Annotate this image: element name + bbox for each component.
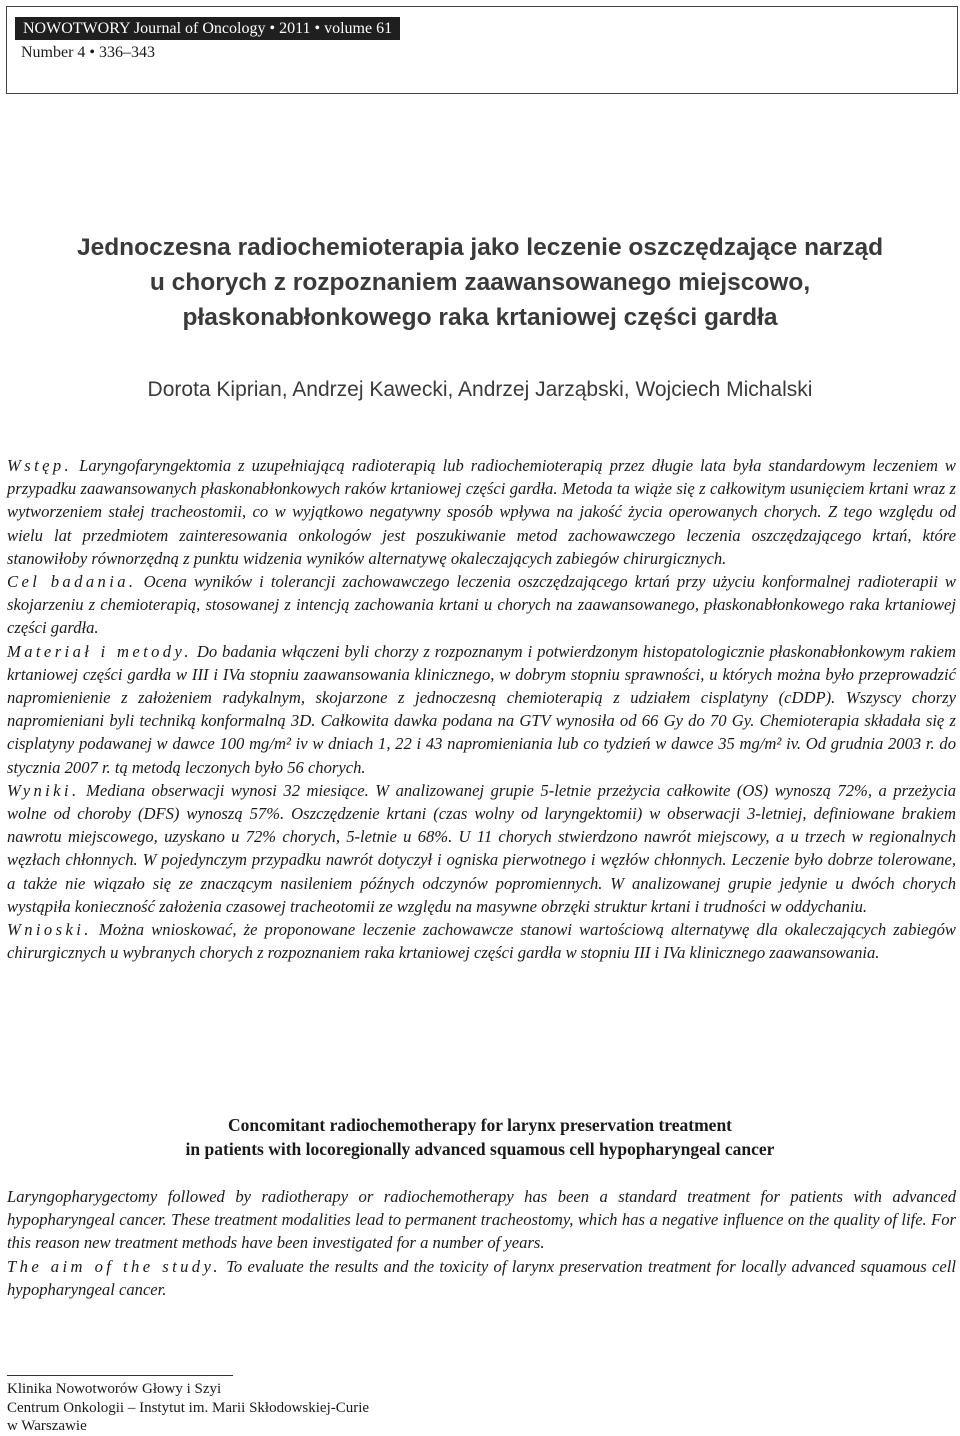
abstract-section	[7, 640, 956, 779]
section-text: Można wnioskować, że proponowane leczenie zachowawcze stanowi wartościową alternatywę dla okaleczających zabiegów chirurgicznych u wybranych chorych z rozpoznaniem raka krtaniowej części gardła w stopniu III i IVa klinicznego zaawansowania.	[7, 920, 956, 963]
section-text: To evaluate the results and the toxicity of larynx preservation treatment for locally advanced squamous cell hypopharyngeal cancer.	[7, 1256, 957, 1299]
abstract-section	[7, 1185, 956, 1255]
issue-line: Number 4 • 336–343	[21, 44, 156, 61]
section-heading: Wyniki.	[7, 780, 80, 800]
abstract-section	[7, 454, 956, 570]
section-text: Laryngopharygectomy followed by radiotherapy or radiochemotherapy has been a standard treatment for patients with advanced hypopharyngeal cancer. These treatment modalities lead to permanent tracheostomy, which has a negative influence on the quality of life. For this reason new treatment methods have been investigated for a number of years.	[7, 1187, 956, 1253]
polish-abstract	[7, 454, 956, 964]
section-heading: Materiał i metody.	[7, 641, 192, 661]
footnote-divider	[7, 1375, 233, 1376]
english-title-line: Concomitant radiochemotherapy for larynx preservation treatment	[227, 1115, 732, 1135]
journal-label: NOWOTWORY Journal of Oncology • 2011 • volume 61	[15, 17, 400, 40]
english-title	[0, 1113, 960, 1161]
affiliation-line: w Warszawie	[7, 1418, 87, 1434]
abstract-section	[7, 1255, 956, 1301]
english-abstract	[7, 1185, 956, 1301]
abstract-section	[7, 779, 956, 918]
abstract-section	[7, 918, 956, 964]
affiliation-line: Klinika Nowotworów Głowy i Szyi	[7, 1381, 222, 1397]
authors: Dorota Kiprian, Andrzej Kawecki, Andrzej Jarząbski, Wojciech Michalski	[147, 378, 813, 401]
section-text: Mediana obserwacji wynosi 32 miesiące. W analizowanej grupie 5-letnie przeżycia całkowite (OS) wynoszą 72%, a przeżycia wolne od choroby (DFS) wynoszą 57%. Oszczędzenie krtani (czas wolny od laryngektomii) w obserwacji 3-letniej, definiowane brakiem nawrotu miejscowego, uzyskano u 72% chorych, 5-letnie u 68%. U 11 chorych stwierdzono nawrót miejscowy, a u trzech w regionalnych węzłach chłonnych. W pojedynczym przypadku nawrót dotyczył i ogniska pierwotnego i węzłów chłonnych. Leczenie było dobrze tolerowane, a także nie wiązało się ze znaczącym nasileniem późnych odczynów popromiennych. W analizowanej grupie jedynie u dwóch chorych wystąpiła konieczność założenia czasowej tracheotomii ze względu na masywne obrzęki struktur krtani i trudności w oddychaniu.	[7, 780, 956, 916]
polish-title-line: u chorych z rozpoznaniem zaawansowanego miejscowo,	[149, 269, 811, 296]
english-title-line: in patients with locoregionally advanced squamous cell hypopharyngeal cancer	[185, 1139, 775, 1159]
polish-title	[40, 230, 920, 335]
section-text: Laryngofaryngektomia z uzupełniającą radioterapią lub radiochemioterapią przez długie lata była standardowym leczeniem w przypadku zaawansowanych płaskonabłonkowych raków krtaniowej części gardła. Metoda ta wiąże się z całkowitym usunięciem krtani wraz z wytworzeniem stałej tracheostomii, co w wyjątkowo negatywny sposób wpływa na jakość życia operowanych chorych. Z tego względu od wielu lat przedmiotem zainteresowania onkologów jest poszukiwanie metod zachowawczego leczenia oszczędzającego krtań, które stanowiłoby równorzędną z punktu widzenia wyników alternatywę okaleczających zabiegów chirurgicznych.	[7, 456, 956, 568]
section-text: Ocena wyników i tolerancji zachowawczego leczenia oszczędzającego krtań przy użyciu konformalnej radioterapii w skojarzeniu z chemioterapią, stosowanej z intencją zachowania krtani u chorych na zaawansowanego, płaskonabłonkowego raka krtaniowej części gardła.	[7, 572, 956, 638]
abstract-section	[7, 570, 956, 640]
section-heading: Wnioski.	[7, 920, 92, 940]
journal-header-box	[6, 6, 958, 94]
section-heading: The aim of the study.	[7, 1256, 221, 1276]
affiliation-line: Centrum Onkologii – Instytut im. Marii Skłodowskiej-Curie	[7, 1399, 370, 1416]
section-heading: Cel badania.	[7, 572, 137, 592]
polish-title-line: płaskonabłonkowego raka krtaniowej części gardła	[182, 304, 778, 331]
affiliation	[7, 1380, 369, 1436]
polish-title-line: Jednoczesna radiochemioterapia jako leczenie oszczędzające narząd	[76, 234, 884, 261]
section-text: Do badania włączeni byli chorzy z rozpoznanym i potwierdzonym histopatologicznie płaskonabłonkowym rakiem krtaniowej części gardła w III i IVa stopniu zaawansowania klinicznego, w dobrym stopniu sprawności, u których można było przeprowadzić napromienienie z założeniem radykalnym, skojarzone z jednoczesną chemioterapią z udziałem cisplatyny (cDDP). Wszyscy chorzy napromieniani byli techniką konformalną 3D. Całkowita dawka podana na GTV wynosiła od 66 Gy do 70 Gy. Chemioterapia składała się z cisplatyny podawanej w dawce 100 mg/m² iv w dniach 1, 22 i 43 napromieniania lub co tydzień w dawce 35 mg/m² iv. Od grudnia 2003 r. do stycznia 2007 r. tą metodą leczonych było 56 chorych.	[7, 641, 956, 777]
section-heading: Wstęp.	[7, 456, 73, 475]
